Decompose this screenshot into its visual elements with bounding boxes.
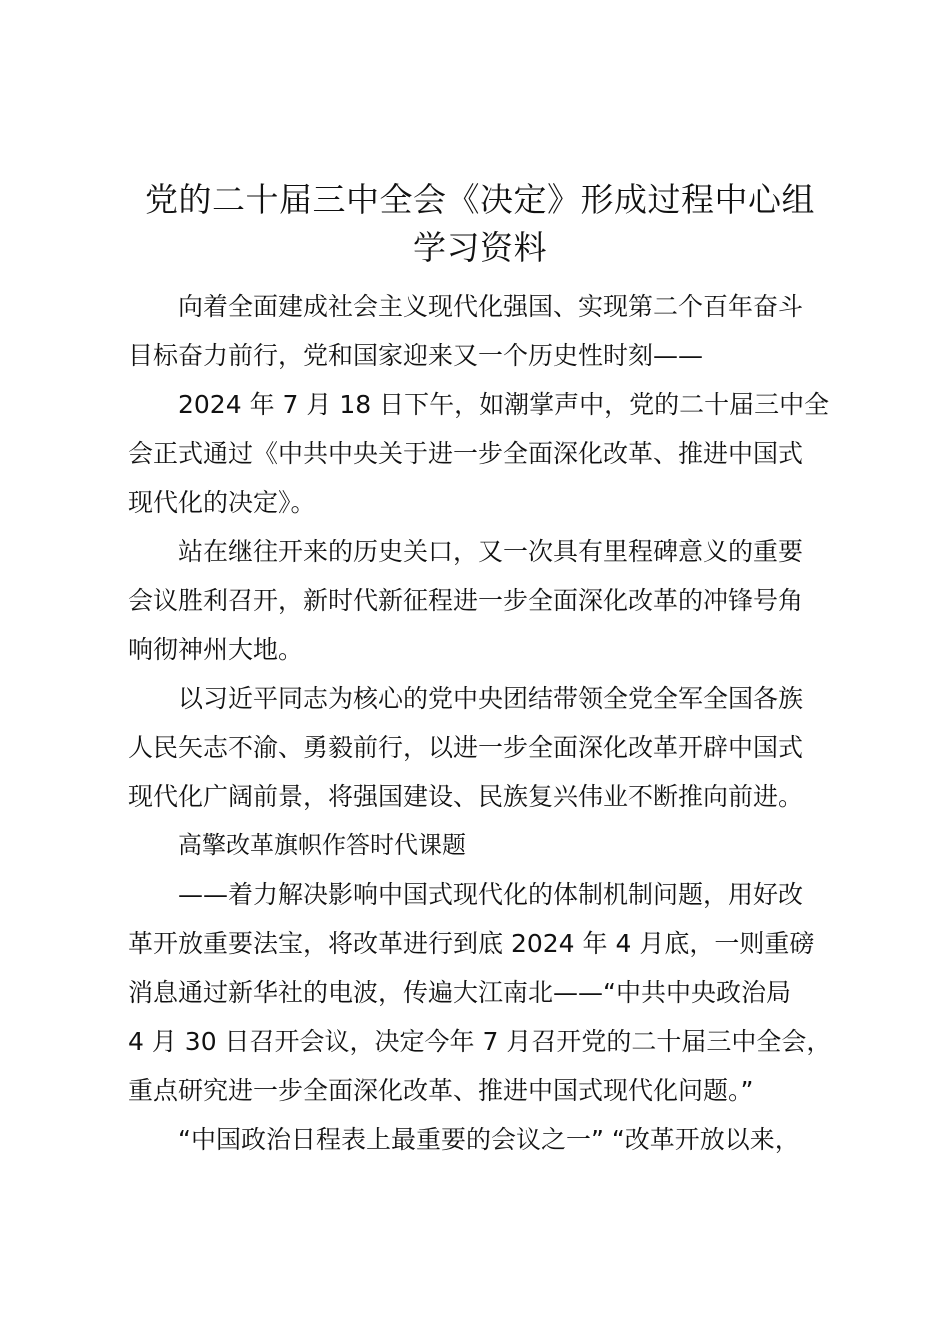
document-title [110,176,850,272]
paragraph-1-line-1: 向着全面建成社会主义现代化强国、实现第二个百年奋斗 [178,292,804,321]
paragraph-2-line-2: 会正式通过《中共中央关于进一步全面深化改革、推进中国式 [128,439,804,468]
paragraph-3-line-1: 站在继往开来的历史关口，又一次具有里程碑意义的重要 [178,537,804,566]
paragraph-6-line-3: 消息通过新华社的电波，传遍大江南北——“中共中央政治局 [128,978,791,1007]
paragraph-4-line-3: 现代化广阔前景，将强国建设、民族复兴伟业不断推向前进。 [128,782,804,811]
paragraph-6-line-1: ——着力解决影响中国式现代化的体制机制问题，用好改 [178,880,804,909]
paragraph-4-line-1: 以习近平同志为核心的党中央团结带领全党全军全国各族 [178,684,804,713]
paragraph-2-line-3: 现代化的决定》。 [128,488,316,517]
paragraph-7-line-1: “中国政治日程表上最重要的会议之一” “改革开放以来， [178,1125,800,1154]
title-line-2: 学习资料 [413,228,547,267]
paragraph-3-line-2: 会议胜利召开，新时代新征程进一步全面深化改革的冲锋号角 [128,586,804,615]
paragraph-3-line-3: 响彻神州大地。 [128,635,304,664]
section-heading: 高擎改革旗帜作答时代课题 [178,831,466,859]
title-line-1: 党的二十届三中全会《决定》形成过程中心组 [145,180,815,219]
paragraph-6-line-4: 4 月 30 日召开会议，决定今年 7 月召开党的二十届三中全会， [128,1027,832,1056]
paragraph-6-line-2: 革开放重要法宝，将改革进行到底 2024 年 4 月底，一则重磅 [128,929,815,958]
paragraph-2-line-1: 2024 年 7 月 18 日下午，如潮掌声中，党的二十届三中全 [178,390,830,419]
paragraph-6-line-5: 重点研究进一步全面深化改革、推进中国式现代化问题。” [128,1076,754,1105]
paragraph-4-line-2: 人民矢志不渝、勇毅前行，以进一步全面深化改革开辟中国式 [128,733,804,762]
paragraph-1-line-2: 目标奋力前行，党和国家迎来又一个历史性时刻—— [128,341,704,370]
document-body [128,282,834,1164]
